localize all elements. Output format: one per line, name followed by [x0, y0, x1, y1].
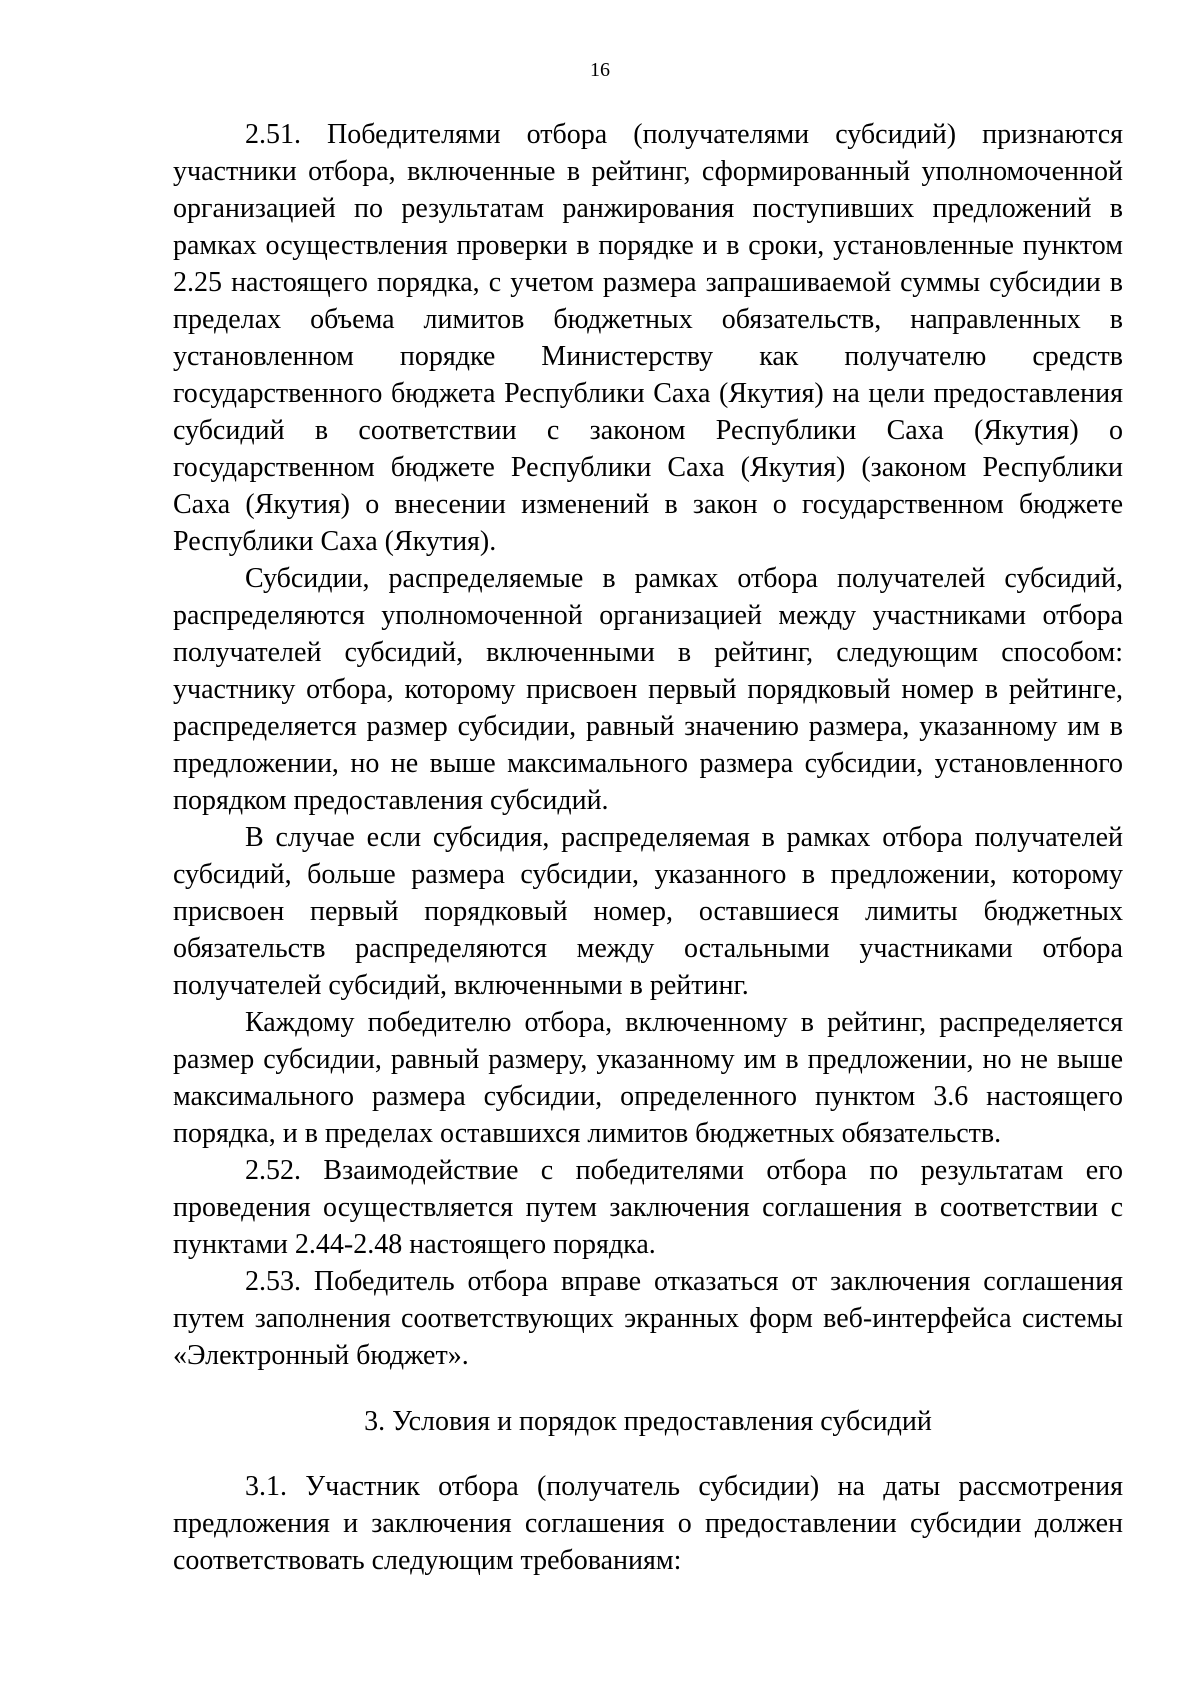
paragraph-2-51: 2.51. Победителями отбора (получателями субсидий) признаются участники отбора, включенные в рейтинг, сформированный уполномоченной организацией по результатам ранжирования поступивших предложений в рамках осуществления проверки в порядке и в сроки, установленные пунктом 2.25 настоящего порядка, с учетом размера запрашиваемой суммы субсидии в пределах объема лимитов бюджетных обязательств, направленных в установленном порядке Министерству как получателю средств государственного бюджета Республики Саха (Якутия) на цели предоставления субсидий в соответствии с законом Республики Саха (Якутия) о государственном бюджете Республики Саха (Якутия) (законом Республики Саха (Якутия) о внесении изменений в закон о государственном бюджете Республики Саха (Якутия).	[173, 119, 1123, 557]
section-heading: 3. Условия и порядок предоставления субсидий	[364, 1406, 932, 1437]
paragraph-2-52: 2.52. Взаимодействие с победителями отбора по результатам его проведения осуществляется путем заключения соглашения в соответствии с пунктами 2.44-2.48 настоящего порядка.	[173, 1155, 1123, 1260]
paragraph-subsidy-distribution: Субсидии, распределяемые в рамках отбора получателей субсидий, распределяются уполномоченной организацией между участниками отбора получателей субсидий, включенными в рейтинг, следующим способом: участнику отбора, которому присвоен первый порядковый номер в рейтинге, распределяется размер субсидии, равный значению размера, указанному им в предложении, но не выше максимального размера субсидии, установленного порядком предоставления субсидий.	[173, 563, 1123, 816]
paragraph-3-1: 3.1. Участник отбора (получатель субсидии) на даты рассмотрения предложения и заключения соглашения о предоставлении субсидии должен соответствовать следующим требованиям:	[173, 1471, 1123, 1576]
page-number: 16	[590, 59, 610, 81]
paragraph-each-winner: Каждому победителю отбора, включенному в рейтинг, распределяется размер субсидии, равный размеру, указанному им в предложении, но не выше максимального размера субсидии, определенного пунктом 3.6 настоящего порядка, и в пределах оставшихся лимитов бюджетных обязательств.	[173, 1007, 1123, 1149]
paragraph-2-53: 2.53. Победитель отбора вправе отказаться от заключения соглашения путем заполнения соответствующих экранных форм веб-интерфейса системы «Электронный бюджет».	[173, 1266, 1123, 1371]
paragraph-remaining-limits: В случае если субсидия, распределяемая в рамках отбора получателей субсидий, больше размера субсидии, указанного в предложении, которому присвоен первый порядковый номер, оставшиеся лимиты бюджетных обязательств распределяются между остальными участниками отбора получателей субсидий, включенными в рейтинг.	[173, 822, 1123, 1001]
document-body	[173, 116, 1123, 1579]
